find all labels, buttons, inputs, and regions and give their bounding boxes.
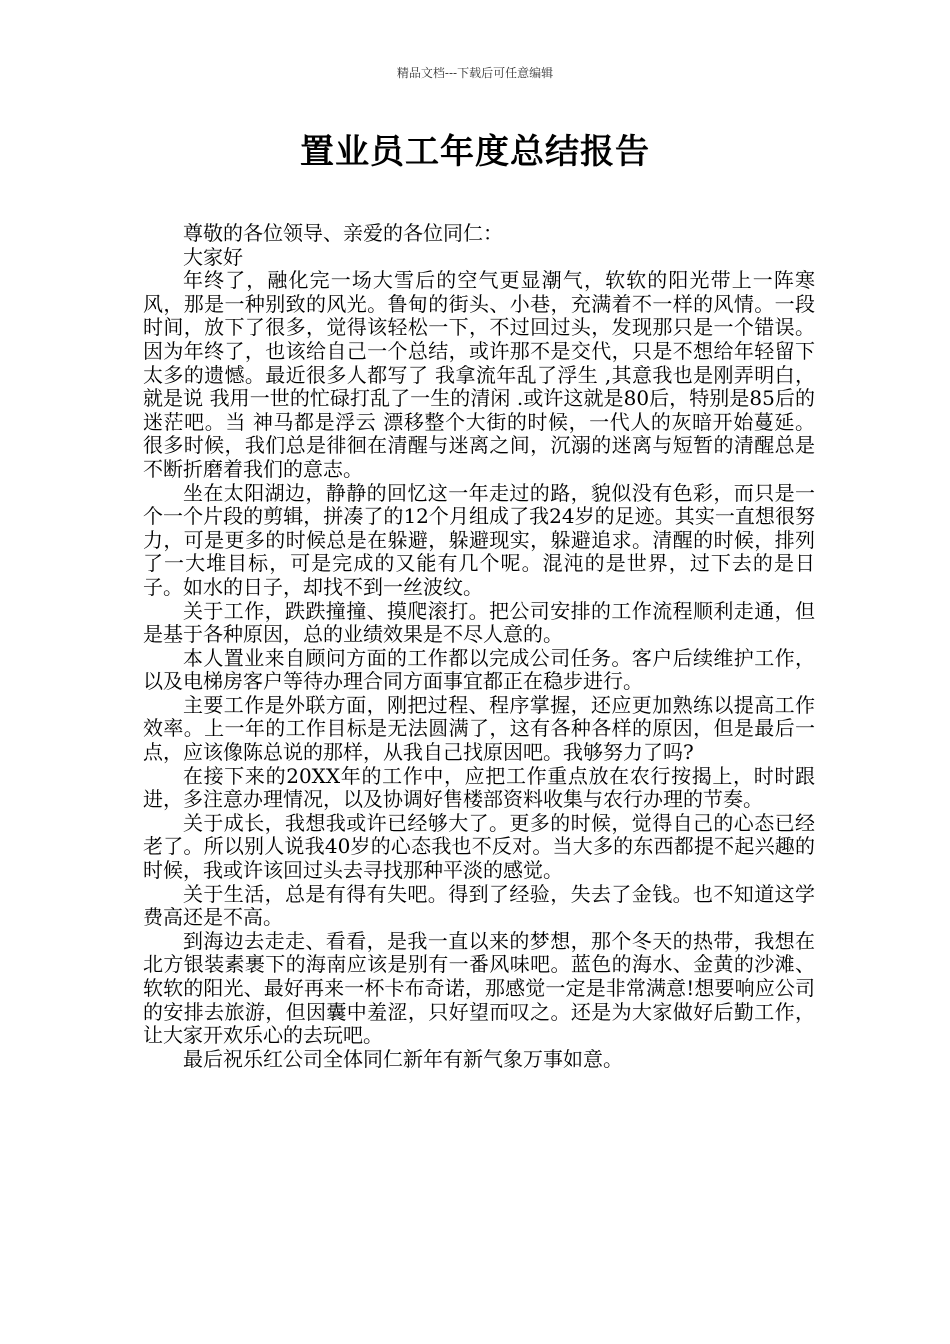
- paragraph-work: 关于工作，跌跌撞撞、摸爬滚打。把公司安排的工作流程顺利走通，但是基于各种原因，总的业绩效果是不尽人意的。: [143, 598, 815, 647]
- document-body: [143, 222, 815, 1071]
- paragraph-year-end: 年终了，融化完一场大雪后的空气更显潮气，软软的阳光带上一阵寒风，那是一种别致的风光。鲁甸的街头、小巷，充满着不一样的风情。一段时间，放下了很多，觉得该轻松一下，不过回过头，发现那只是一个错误。因为年终了，也该给自己一个总结，或许那不是交代，只是不想给年轻留下太多的遗憾。最近很多人都写了 我拿流年乱了浮生 ,其意我也是刚弄明白，就是说 我用一世的忙碌打乱了一生的清闲 .或许这就是80后，特别是85后的迷茫吧。当 神马都是浮云 漂移整个大街的时候，一代人的灰暗开始蔓延。很多时候，我们总是徘徊在清醒与迷离之间，沉溺的迷离与短暂的清醒总是不断折磨着我们的意志。: [143, 268, 815, 481]
- salutation: 尊敬的各位领导、亲爱的各位同仁：: [183, 221, 503, 245]
- paragraph-growth: 关于成长，我想我或许已经够大了。更多的时候，觉得自己的心态已经老了。所以别人说我40岁的心态我也不反对。当大多的东西都提不起兴趣的时候，我或许该回过头去寻找那种平淡的感觉。: [143, 810, 815, 883]
- paragraph-life: 关于生活，总是有得有失吧。得到了经验，失去了金钱。也不知道这学费高还是不高。: [143, 881, 815, 930]
- paragraph-seaside: 到海边去走走、看看，是我一直以来的梦想，那个冬天的热带，我想在北方银装素裹下的海南应该是别有一番风味吧。蓝色的海水、金黄的沙滩、软软的阳光、最好再来一杯卡布奇诺，那感觉一定是非常满意!想要响应公司的安排去旅游，但因囊中羞涩，只好望而叹之。还是为大家做好后勤工作，让大家开欢乐心的去玩吧。: [143, 928, 815, 1048]
- document-title: 置业员工年度总结报告: [300, 132, 650, 172]
- paragraph-external-work: 主要工作是外联方面，刚把过程、程序掌握，还应更加熟练以提高工作效率。上一年的工作目标是无法圆满了，这有各种各样的原因，但是最后一点，应该像陈总说的那样，从我自己找原因吧。我够努力了吗?: [143, 692, 815, 765]
- paragraph-consulting: 本人置业来自顾问方面的工作都以完成公司任务。客户后续维护工作，以及电梯房客户等待办理合同方面事宜都正在稳步进行。: [143, 645, 815, 694]
- greeting: 大家好: [183, 244, 243, 269]
- page-header: 精品文档---下载后可任意编辑: [396, 66, 554, 80]
- paragraph-closing-wishes: 最后祝乐红公司全体同仁新年有新气象万事如意。: [183, 1046, 623, 1071]
- paragraph-next-year-plan: 在接下来的20XX年的工作中，应把工作重点放在农行按揭上，时时跟进，多注意办理情况，以及协调好售楼部资料收集与农行办理的节奏。: [143, 763, 815, 812]
- paragraph-reflection: 坐在太阳湖边，静静的回忆这一年走过的路，貌似没有色彩，而只是一个一个片段的剪辑，拼凑了的12个月组成了我24岁的足迹。其实一直想很努力，可是更多的时候总是在躲避，躲避现实，躲避追求。清醒的时候，排列了一大堆目标，可是完成的又能有几个呢。混沌的是世界，过下去的是日子。如水的日子，却找不到一丝波纹。: [143, 480, 815, 599]
